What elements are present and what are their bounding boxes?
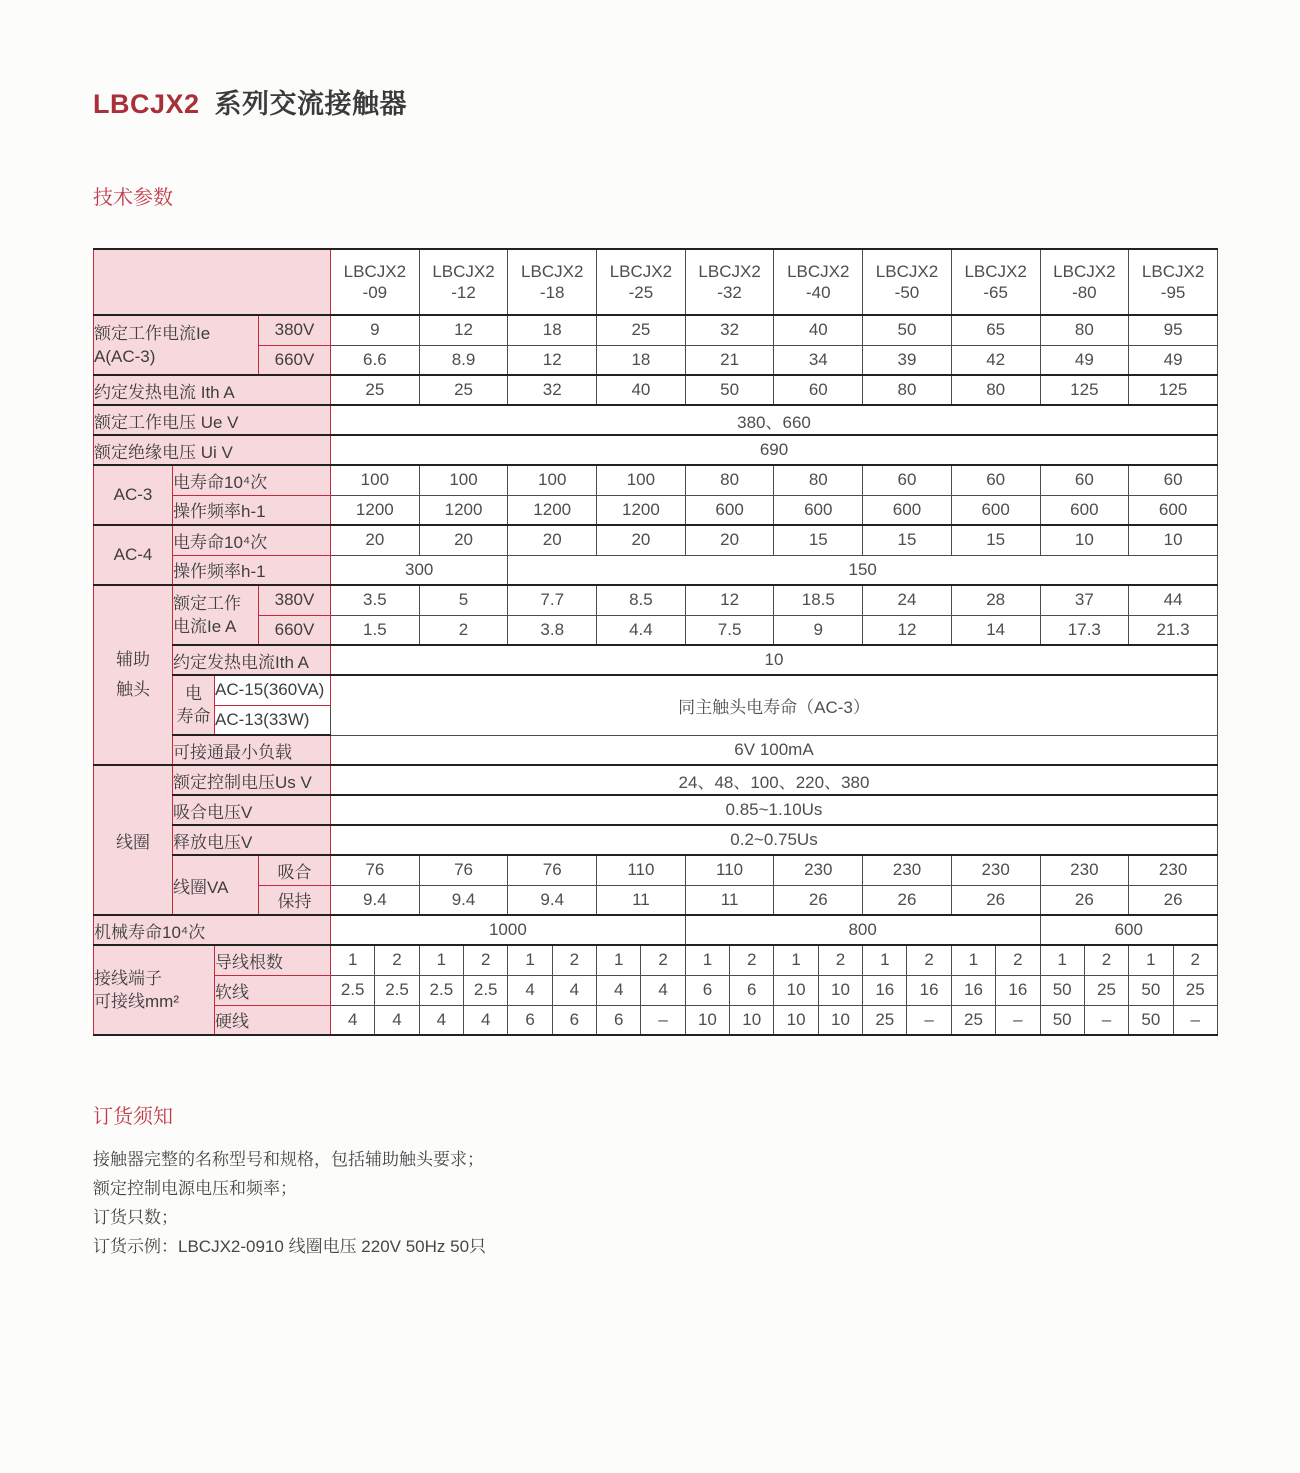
value-cell: 9.4 bbox=[331, 885, 420, 915]
value-cell: 1 bbox=[685, 945, 729, 975]
value-cell: 21 bbox=[685, 345, 774, 375]
table-row bbox=[94, 885, 1218, 915]
value-cell: 80 bbox=[863, 375, 952, 405]
table-row bbox=[94, 315, 1218, 345]
table-row bbox=[94, 765, 1218, 795]
value-cell: 28 bbox=[951, 585, 1040, 615]
table-row bbox=[94, 375, 1218, 405]
row-label-ac4-freq: 操作频率h-1 bbox=[173, 555, 331, 585]
value-cell: 12 bbox=[508, 345, 597, 375]
value-cell: 26 bbox=[951, 885, 1040, 915]
value-cell: 11 bbox=[597, 885, 686, 915]
model-code: -25 bbox=[628, 283, 654, 302]
value-cell: 34 bbox=[774, 345, 863, 375]
value-cell: 4 bbox=[464, 1005, 508, 1035]
value-cell: 10 bbox=[730, 1005, 774, 1035]
table-row bbox=[94, 675, 1218, 705]
value-cell: 230 bbox=[863, 855, 952, 885]
value-cell: 40 bbox=[774, 315, 863, 345]
group-label-line: 接线端子 bbox=[94, 969, 162, 988]
model-brand: LBCJX2 bbox=[698, 262, 761, 281]
value-cell: 6 bbox=[508, 1005, 552, 1035]
value-cell: 100 bbox=[508, 465, 597, 495]
value-cell: 600 bbox=[1040, 915, 1218, 945]
model-brand: LBCJX2 bbox=[787, 262, 850, 281]
table-row bbox=[94, 585, 1218, 615]
row-label-ith: 约定发热电流 Ith A bbox=[94, 375, 331, 405]
value-cell: 12 bbox=[419, 315, 508, 345]
value-cell: 6.6 bbox=[331, 345, 420, 375]
row-label-aux-ith: 约定发热电流Ith A bbox=[173, 645, 331, 675]
row-label-ac3-life: 电寿命10⁴次 bbox=[173, 465, 331, 495]
order-note: 订货只数； bbox=[93, 1208, 178, 1227]
value-cell: 18 bbox=[508, 315, 597, 345]
value-cell: 25 bbox=[1173, 975, 1217, 1005]
value-cell: 110 bbox=[685, 855, 774, 885]
row-label-line: 寿命 bbox=[176, 707, 211, 726]
model-brand: LBCJX2 bbox=[1141, 262, 1205, 281]
value-cell: 1.5 bbox=[331, 615, 420, 645]
row-label-coil-va: 线圈VA bbox=[173, 855, 259, 915]
table-row bbox=[94, 555, 1218, 585]
group-label-line: 触头 bbox=[116, 680, 150, 699]
row-label-pull: 吸合 bbox=[259, 855, 331, 885]
value-cell: 1 bbox=[951, 945, 995, 975]
group-label-line: 辅助 bbox=[116, 650, 150, 669]
value-cell: 4 bbox=[331, 1005, 375, 1035]
value-cell: 2.5 bbox=[375, 975, 419, 1005]
group-label-line: 可接线mm² bbox=[94, 992, 179, 1011]
table-row bbox=[94, 615, 1218, 645]
table-row bbox=[94, 435, 1218, 465]
value-cell: 80 bbox=[1040, 315, 1129, 345]
value-cell: 10 bbox=[818, 975, 862, 1005]
value-cell: 20 bbox=[331, 525, 420, 555]
value-cell: 32 bbox=[685, 315, 774, 345]
value-cell: 25 bbox=[1084, 975, 1128, 1005]
value-cell: 4.4 bbox=[597, 615, 686, 645]
model-code: -40 bbox=[805, 283, 831, 302]
value-cell: 1 bbox=[419, 945, 463, 975]
value-cell: 1 bbox=[774, 945, 818, 975]
value-cell: 600 bbox=[863, 495, 952, 525]
value-cell: 1 bbox=[508, 945, 552, 975]
value-cell: 2 bbox=[641, 945, 685, 975]
model-header bbox=[1040, 249, 1129, 315]
value-cell: 800 bbox=[685, 915, 1040, 945]
value-cell: 50 bbox=[1040, 1005, 1084, 1035]
group-label-coil: 线圈 bbox=[94, 765, 173, 915]
model-brand: LBCJX2 bbox=[1053, 262, 1116, 281]
value-cell: 7.7 bbox=[508, 585, 597, 615]
value-cell: 21.3 bbox=[1129, 615, 1218, 645]
model-code: -95 bbox=[1160, 283, 1186, 302]
value-cell: 230 bbox=[1129, 855, 1218, 885]
value-cell: 49 bbox=[1129, 345, 1218, 375]
row-label-hold: 保持 bbox=[259, 885, 331, 915]
row-label-hard-wire: 硬线 bbox=[215, 1005, 331, 1035]
row-label-aux-current bbox=[173, 585, 259, 645]
value-cell: 2 bbox=[1084, 945, 1128, 975]
value-cell: 100 bbox=[331, 465, 420, 495]
value-cell: 2.5 bbox=[464, 975, 508, 1005]
value-cell: 39 bbox=[863, 345, 952, 375]
table-row bbox=[94, 945, 1218, 975]
value-cell: 10 bbox=[818, 1005, 862, 1035]
table-row bbox=[94, 525, 1218, 555]
model-header bbox=[508, 249, 597, 315]
table-row bbox=[94, 495, 1218, 525]
value-cell: 10 bbox=[685, 1005, 729, 1035]
value-cell: – bbox=[907, 1005, 951, 1035]
value-cell: 1 bbox=[863, 945, 907, 975]
model-header bbox=[1129, 249, 1218, 315]
value-cell: 690 bbox=[331, 435, 1218, 465]
row-label-pickup: 吸合电压V bbox=[173, 795, 331, 825]
value-cell: 24 bbox=[863, 585, 952, 615]
value-cell: 230 bbox=[951, 855, 1040, 885]
value-cell: 1200 bbox=[419, 495, 508, 525]
value-cell: 2 bbox=[1173, 945, 1217, 975]
value-cell: 1 bbox=[1040, 945, 1084, 975]
value-cell: 50 bbox=[685, 375, 774, 405]
value-cell: 4 bbox=[641, 975, 685, 1005]
value-cell: 25 bbox=[863, 1005, 907, 1035]
model-header bbox=[685, 249, 774, 315]
value-cell: 9.4 bbox=[508, 885, 597, 915]
row-label-wires: 导线根数 bbox=[215, 945, 331, 975]
row-label-ac15: AC-15(360VA) bbox=[215, 675, 331, 705]
value-cell: 1 bbox=[597, 945, 641, 975]
section-heading-order: 订货须知 bbox=[93, 1106, 173, 1128]
row-label-line: 电流Ie A bbox=[173, 617, 237, 636]
value-cell: 600 bbox=[1129, 495, 1218, 525]
value-cell: 6V 100mA bbox=[331, 735, 1218, 765]
value-cell: 1200 bbox=[331, 495, 420, 525]
value-cell: 49 bbox=[1040, 345, 1129, 375]
row-label-ue: 额定工作电压 Ue V bbox=[94, 405, 331, 435]
value-cell: 1 bbox=[331, 945, 375, 975]
value-cell: 7.5 bbox=[685, 615, 774, 645]
model-brand: LBCJX2 bbox=[521, 262, 584, 281]
value-cell: 15 bbox=[951, 525, 1040, 555]
value-cell: 300 bbox=[331, 555, 508, 585]
value-cell: 25 bbox=[419, 375, 508, 405]
value-cell: 25 bbox=[951, 1005, 995, 1035]
value-cell: 60 bbox=[863, 465, 952, 495]
order-note: 额定控制电源电压和频率； bbox=[93, 1179, 297, 1198]
value-cell: 4 bbox=[419, 1005, 463, 1035]
value-cell: 16 bbox=[907, 975, 951, 1005]
value-cell: 2 bbox=[907, 945, 951, 975]
row-label-ac13: AC-13(33W) bbox=[215, 705, 331, 735]
value-cell: 14 bbox=[951, 615, 1040, 645]
value-cell: 80 bbox=[951, 375, 1040, 405]
value-cell: 125 bbox=[1129, 375, 1218, 405]
row-label-ac4-life: 电寿命10⁴次 bbox=[173, 525, 331, 555]
value-cell: 4 bbox=[552, 975, 596, 1005]
value-cell: 80 bbox=[685, 465, 774, 495]
value-cell: 26 bbox=[1129, 885, 1218, 915]
row-label-line: 电 bbox=[185, 684, 202, 703]
spec-table bbox=[93, 248, 1218, 1036]
value-cell: 100 bbox=[419, 465, 508, 495]
model-brand: LBCJX2 bbox=[432, 262, 495, 281]
model-brand: LBCJX2 bbox=[964, 262, 1027, 281]
model-code: -80 bbox=[1072, 283, 1097, 302]
value-cell: 6 bbox=[597, 1005, 641, 1035]
value-cell: 600 bbox=[774, 495, 863, 525]
value-cell: 76 bbox=[508, 855, 597, 885]
row-label-660v: 660V bbox=[259, 615, 331, 645]
value-cell: 40 bbox=[597, 375, 686, 405]
row-label-mech: 机械寿命10⁴次 bbox=[94, 915, 331, 945]
order-note: 订货示例：LBCJX2-0910 线圈电压 220V 50Hz 50只 bbox=[93, 1237, 487, 1256]
value-cell: 26 bbox=[863, 885, 952, 915]
value-cell: 16 bbox=[863, 975, 907, 1005]
row-label-main-current bbox=[94, 315, 259, 375]
value-cell: 26 bbox=[774, 885, 863, 915]
value-cell: 2 bbox=[552, 945, 596, 975]
value-cell: 76 bbox=[419, 855, 508, 885]
value-cell: – bbox=[641, 1005, 685, 1035]
value-cell: 76 bbox=[331, 855, 420, 885]
value-cell: 11 bbox=[685, 885, 774, 915]
value-cell: 25 bbox=[597, 315, 686, 345]
value-cell: 0.2~0.75Us bbox=[331, 825, 1218, 855]
model-code: -32 bbox=[717, 283, 742, 302]
model-code: -18 bbox=[539, 283, 565, 302]
value-cell: 10 bbox=[331, 645, 1218, 675]
model-header bbox=[863, 249, 952, 315]
value-cell: 20 bbox=[419, 525, 508, 555]
section-heading-tech: 技术参数 bbox=[93, 187, 173, 209]
value-cell: 110 bbox=[597, 855, 686, 885]
value-cell: 2 bbox=[419, 615, 508, 645]
value-cell: 50 bbox=[1129, 1005, 1173, 1035]
row-label-min-load: 可接通最小负载 bbox=[173, 735, 331, 765]
value-cell: 4 bbox=[375, 1005, 419, 1035]
row-label-aux-life bbox=[173, 675, 215, 735]
value-cell: 10 bbox=[1129, 525, 1218, 555]
value-cell: 600 bbox=[1040, 495, 1129, 525]
value-cell: 26 bbox=[1040, 885, 1129, 915]
value-cell: 37 bbox=[1040, 585, 1129, 615]
model-header bbox=[774, 249, 863, 315]
row-label-ui: 额定绝缘电压 Ui V bbox=[94, 435, 331, 465]
value-cell: 10 bbox=[774, 1005, 818, 1035]
group-label-aux bbox=[94, 585, 173, 765]
group-label-ac4: AC-4 bbox=[94, 525, 173, 585]
value-cell: 2 bbox=[375, 945, 419, 975]
model-code: -12 bbox=[451, 283, 476, 302]
row-label-ac3-freq: 操作频率h-1 bbox=[173, 495, 331, 525]
group-label-ac3: AC-3 bbox=[94, 465, 173, 525]
value-cell: 2 bbox=[730, 945, 774, 975]
table-row bbox=[94, 975, 1218, 1005]
row-label-line: A(AC-3) bbox=[94, 347, 156, 366]
value-cell: 0.85~1.10Us bbox=[331, 795, 1218, 825]
page-title bbox=[93, 82, 1300, 121]
table-row bbox=[94, 645, 1218, 675]
value-cell: 380、660 bbox=[331, 405, 1218, 435]
table-row bbox=[94, 465, 1218, 495]
model-header bbox=[419, 249, 508, 315]
group-label-terminals bbox=[94, 945, 215, 1035]
row-label-660v: 660V bbox=[259, 345, 331, 375]
header-row bbox=[94, 249, 1218, 315]
value-cell: 50 bbox=[863, 315, 952, 345]
value-cell: 18 bbox=[597, 345, 686, 375]
row-label-380v: 380V bbox=[259, 585, 331, 615]
row-label-release: 释放电压V bbox=[173, 825, 331, 855]
value-cell: 2.5 bbox=[331, 975, 375, 1005]
value-cell: 60 bbox=[1129, 465, 1218, 495]
value-cell: 12 bbox=[685, 585, 774, 615]
value-cell: 20 bbox=[508, 525, 597, 555]
value-cell: – bbox=[1173, 1005, 1217, 1035]
value-cell: 44 bbox=[1129, 585, 1218, 615]
value-cell: 12 bbox=[863, 615, 952, 645]
value-cell: 18.5 bbox=[774, 585, 863, 615]
value-cell: 230 bbox=[1040, 855, 1129, 885]
value-cell: 6 bbox=[685, 975, 729, 1005]
value-cell: 9 bbox=[331, 315, 420, 345]
value-cell: 4 bbox=[597, 975, 641, 1005]
value-cell: 50 bbox=[1129, 975, 1173, 1005]
value-cell: 10 bbox=[774, 975, 818, 1005]
value-cell: 17.3 bbox=[1040, 615, 1129, 645]
value-cell: 9 bbox=[774, 615, 863, 645]
value-cell: 8.9 bbox=[419, 345, 508, 375]
value-cell: 100 bbox=[597, 465, 686, 495]
value-cell: 80 bbox=[774, 465, 863, 495]
row-label-line: 额定工作 bbox=[173, 594, 241, 613]
model-code: -65 bbox=[983, 283, 1008, 302]
value-cell: 32 bbox=[508, 375, 597, 405]
value-cell: 20 bbox=[685, 525, 774, 555]
value-cell: 95 bbox=[1129, 315, 1218, 345]
value-cell: 65 bbox=[951, 315, 1040, 345]
value-cell: 4 bbox=[508, 975, 552, 1005]
value-cell: 1 bbox=[1129, 945, 1173, 975]
page-title-rest: 系列交流接触器 bbox=[214, 89, 408, 119]
value-cell: 60 bbox=[774, 375, 863, 405]
table-row bbox=[94, 1005, 1218, 1035]
model-code: -50 bbox=[894, 283, 920, 302]
row-label-us: 额定控制电压Us V bbox=[173, 765, 331, 795]
table-row bbox=[94, 345, 1218, 375]
value-cell: 2 bbox=[818, 945, 862, 975]
series-name: LBCJX2 bbox=[93, 89, 200, 119]
value-cell: 600 bbox=[951, 495, 1040, 525]
table-row bbox=[94, 915, 1218, 945]
value-cell: 1000 bbox=[331, 915, 686, 945]
value-cell: 2.5 bbox=[419, 975, 463, 1005]
table-row bbox=[94, 825, 1218, 855]
value-cell: 15 bbox=[863, 525, 952, 555]
model-header bbox=[951, 249, 1040, 315]
value-cell: 600 bbox=[685, 495, 774, 525]
model-header bbox=[331, 249, 420, 315]
corner-cell bbox=[94, 249, 331, 315]
model-header bbox=[597, 249, 686, 315]
value-cell: 25 bbox=[331, 375, 420, 405]
value-cell: 60 bbox=[1040, 465, 1129, 495]
value-cell: 2 bbox=[464, 945, 508, 975]
value-cell: 1200 bbox=[597, 495, 686, 525]
value-cell: 16 bbox=[996, 975, 1040, 1005]
table-row bbox=[94, 405, 1218, 435]
value-cell: 16 bbox=[951, 975, 995, 1005]
value-cell: – bbox=[996, 1005, 1040, 1035]
value-cell: 6 bbox=[730, 975, 774, 1005]
value-cell: 150 bbox=[508, 555, 1218, 585]
value-cell: 5 bbox=[419, 585, 508, 615]
value-cell: 230 bbox=[774, 855, 863, 885]
value-cell: 2 bbox=[996, 945, 1040, 975]
value-cell: 9.4 bbox=[419, 885, 508, 915]
value-cell: 42 bbox=[951, 345, 1040, 375]
value-cell: 15 bbox=[774, 525, 863, 555]
value-cell: – bbox=[1084, 1005, 1128, 1035]
model-code: -09 bbox=[362, 283, 388, 302]
table-row bbox=[94, 735, 1218, 765]
row-label-380v: 380V bbox=[259, 315, 331, 345]
table-row bbox=[94, 795, 1218, 825]
value-cell: 10 bbox=[1040, 525, 1129, 555]
value-cell: 6 bbox=[552, 1005, 596, 1035]
order-notes bbox=[93, 1151, 1300, 1256]
row-label-line: 额定工作电流Ie bbox=[94, 324, 211, 343]
model-brand: LBCJX2 bbox=[875, 262, 939, 281]
value-cell: 8.5 bbox=[597, 585, 686, 615]
row-label-soft-wire: 软线 bbox=[215, 975, 331, 1005]
value-cell: 60 bbox=[951, 465, 1040, 495]
value-cell: 1200 bbox=[508, 495, 597, 525]
value-cell: 3.5 bbox=[331, 585, 420, 615]
value-cell: 125 bbox=[1040, 375, 1129, 405]
model-brand: LBCJX2 bbox=[343, 262, 407, 281]
value-cell: 50 bbox=[1040, 975, 1084, 1005]
value-cell: 24、48、100、220、380 bbox=[331, 765, 1218, 795]
value-cell: 同主触头电寿命（AC-3） bbox=[331, 675, 1218, 735]
value-cell: 20 bbox=[597, 525, 686, 555]
model-brand: LBCJX2 bbox=[609, 262, 673, 281]
order-note: 接触器完整的名称型号和规格，包括辅助触头要求； bbox=[93, 1150, 484, 1169]
value-cell: 3.8 bbox=[508, 615, 597, 645]
table-row bbox=[94, 855, 1218, 885]
